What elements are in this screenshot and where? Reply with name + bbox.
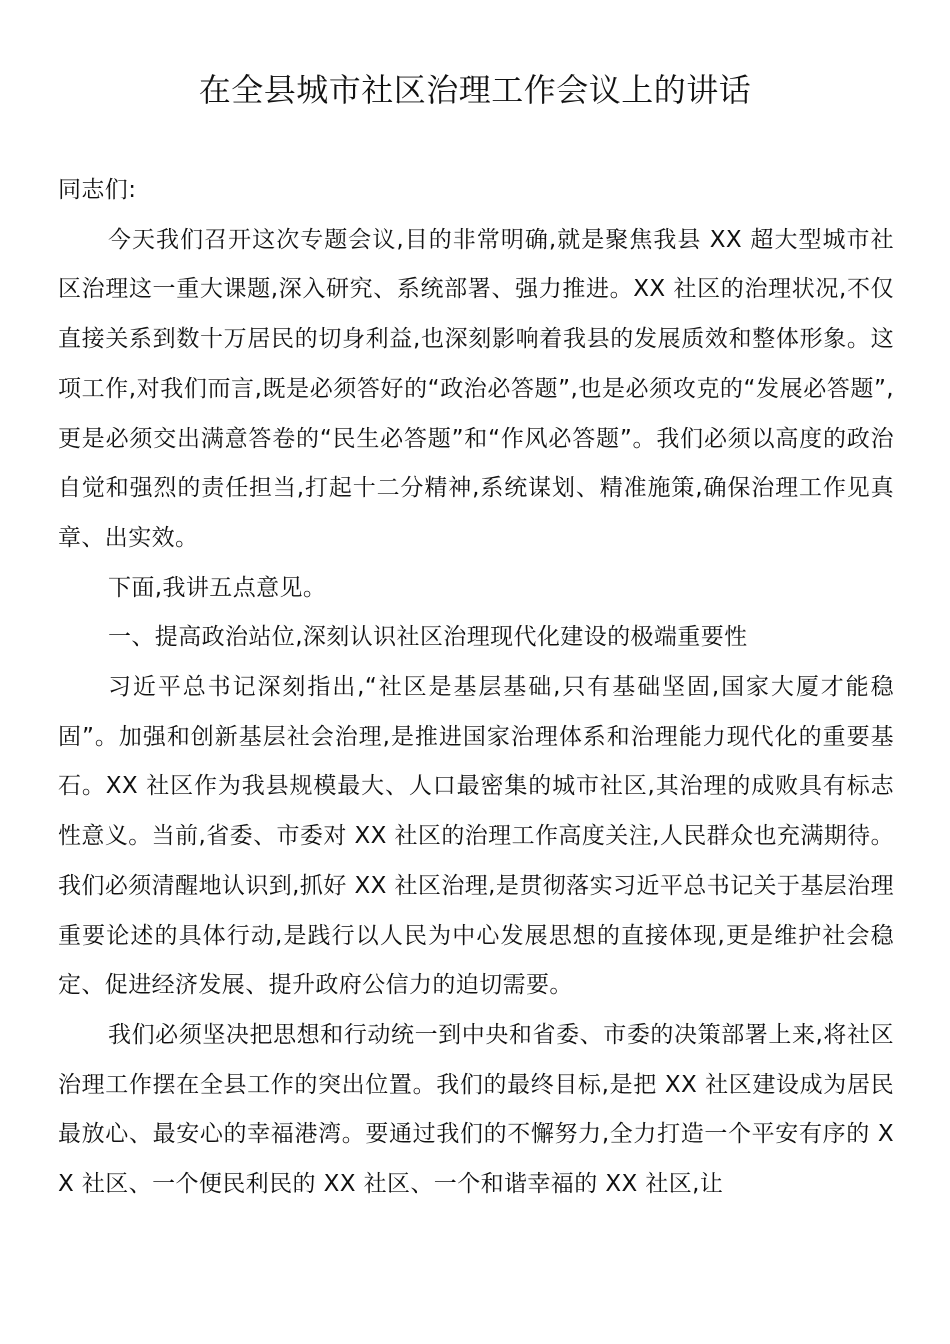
paragraph-intro: 今天我们召开这次专题会议,目的非常明确,就是聚焦我县 XX 超大型城市社区治理这一重大课题,深入研究、系统部署、强力推进。XX 社区的治理状况,不仅直接关系到数十万居民的切身利益,也深刻影响着我县的发展质效和整体形象。这项工作,对我们而言,既是必须答好的“政治必答题”,也是必须攻克的“发展必答题”,更是必须交出满意答卷的“民生必答题”和“作风必答题”。我们必须以高度的政治自觉和强烈的责任担当,打起十二分精神,系统谋划、精准施策,确保治理工作见真章、出实效。 [58,226,894,551]
paragraph-transition: 下面,我讲五点意见。 [108,574,327,601]
document-body [58,166,894,1210]
document-title: 在全县城市社区治理工作会议上的讲话 [198,71,752,109]
section-heading-1: 一、提高政治站位,深刻认识社区治理现代化建设的极端重要性 [108,624,748,651]
paragraph-section-1-b: 我们必须坚决把思想和行动统一到中央和省委、市委的决策部署上来,将社区治理工作摆在全县工作的突出位置。我们的最终目标,是把 XX 社区建设成为居民最放心、最安心的幸福港湾。要通过我们的不懈努力,全力打造一个平安有序的 XX 社区、一个便民利民的 XX 社区、一个和谐幸福的 XX 社区,让 [58,1021,894,1198]
paragraph-section-1-a: 习近平总书记深刻指出,“社区是基层基础,只有基础坚固,国家大厦才能稳固”。加强和创新基层社会治理,是推进国家治理体系和治理能力现代化的重要基石。XX 社区作为我县规模最大、人口最密集的城市社区,其治理的成败具有标志性意义。当前,省委、市委对 XX 社区的治理工作高度关注,人民群众也充满期待。我们必须清醒地认识到,抓好 XX 社区治理,是贯彻落实习近平总书记关于基层治理重要论述的具体行动,是践行以人民为中心发展思想的直接体现,更是维护社会稳定、促进经济发展、提升政府公信力的迫切需要。 [58,674,894,999]
salutation: 同志们: [58,177,137,203]
